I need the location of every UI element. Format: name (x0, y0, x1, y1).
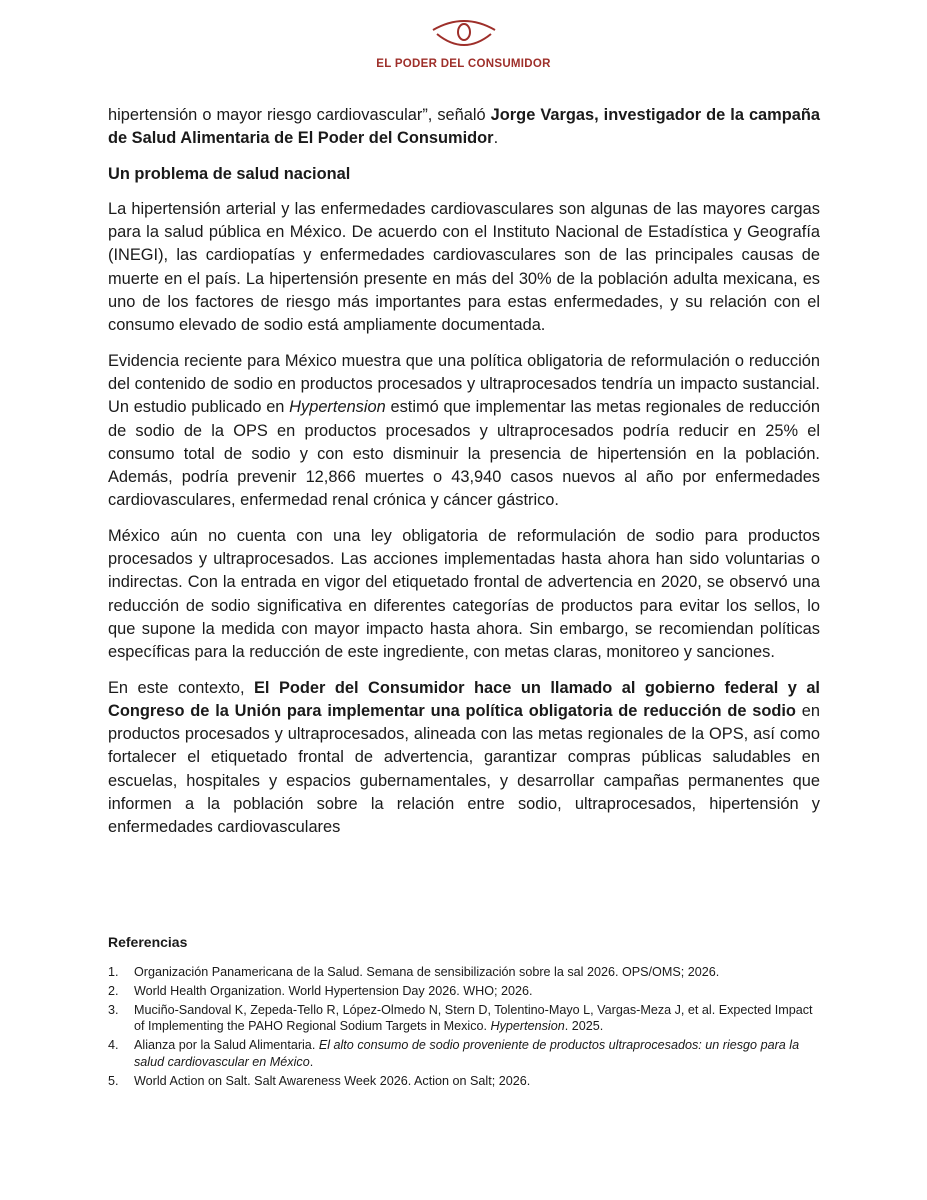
document-body (108, 104, 820, 852)
paragraph-context: La hipertensión arterial y las enfermedades cardiovasculares son algunas de las mayores cargas para la salud pública en México. De acuerdo con el Instituto Nacional de Estadística y Geografía (INEGI), las cardiopatías y enfermedades cardiovasculares son de las principales causas de muerte en el país. La hipertensión presente en más del 30% de la población adulta mexicana, es uno de los factores de riesgo más importantes para estas enfermedades, y su relación con el consumo elevado de sodio está ampliamente documentada. (108, 199, 820, 335)
reference-item: 3. Muciño-Sandoval K, Zepeda-Tello R, López-Olmedo N, Stern D, Tolentino-Mayo L, Vargas-Meza J, et al. Expected Impact of Implementing the PAHO Regional Sodium Targets in Mexico. Hypertension. 2025. (108, 1002, 813, 1034)
references-section (108, 934, 820, 1092)
references-title: Referencias (108, 934, 188, 950)
reference-item: 4. Alianza por la Salud Alimentaria. El alto consumo de sodio proveniente de productos ultraprocesados: un riesgo para la salud cardiovascular en México. (108, 1038, 800, 1069)
reference-item: 2. World Health Organization. World Hypertension Day 2026. WHO; 2026. (108, 983, 533, 998)
paragraph-call-to-action: En este contexto, El Poder del Consumidor hace un llamado al gobierno federal y al Congreso de la Unión para implementar una política obligatoria de reducción de sodio en productos procesados y ultraprocesados, alineada con las metas regionales de la OPS, así como fortalecer el etiquetado frontal de advertencia, garantizar compras públicas saludables en escuelas, hospitales y espacios gubernamentales, y desarrollar campañas permanentes que informen a la población sobre la relación entre sodio, ultraprocesados, hipertensión y enfermedades cardiovasculares (108, 678, 820, 837)
references-list (108, 964, 820, 1090)
eye-logo-icon (429, 18, 499, 52)
section-heading: Un problema de salud nacional (108, 164, 351, 183)
reference-item: 1. Organización Panamericana de la Salud. Semana de sensibilización sobre la sal 2026. OPS/OMS; 2026. (108, 965, 720, 979)
paragraph-quote: hipertensión o mayor riesgo cardiovascular”, señaló Jorge Vargas, investigador de la campaña de Salud Alimentaria de El Poder del Consumidor. (108, 106, 821, 148)
paragraph-policy: México aún no cuenta con una ley obligatoria de reformulación de sodio para productos procesados y ultraprocesados. Las acciones implementadas hasta ahora han sido voluntarias o indirectas. Con la entrada en vigor del etiquetado frontal de advertencia en 2020, se observó una reducción de sodio significativa en diferentes categorías de productos para evitar los sellos, lo que supone la medida con mayor impacto hasta ahora. Sin embargo, se recomiendan políticas específicas para la reducción de este ingrediente, con metas claras, monitoreo y sanciones. (108, 526, 820, 662)
brand-name: EL PODER DEL CONSUMIDOR (376, 58, 551, 70)
paragraph-evidence: Evidencia reciente para México muestra que una política obligatoria de reformulación o reducción del contenido de sodio en productos procesados y ultraprocesados tendría un impacto sustancial. Un estudio publicado en Hypertension estimó que implementar las metas regionales de reducción de sodio de la OPS en productos procesados y ultraprocesados podría reducir en 25% el consumo total de sodio y con esto disminuir la presencia de hipertensión en la población. Además, podría prevenir 12,866 muertes o 43,940 casos nuevos al año por enfermedades cardiovasculares, enfermedad renal crónica y cáncer gástrico. (108, 351, 820, 510)
reference-item: 5. World Action on Salt. Salt Awareness Week 2026. Action on Salt; 2026. (108, 1073, 531, 1088)
header-logo (0, 18, 927, 70)
